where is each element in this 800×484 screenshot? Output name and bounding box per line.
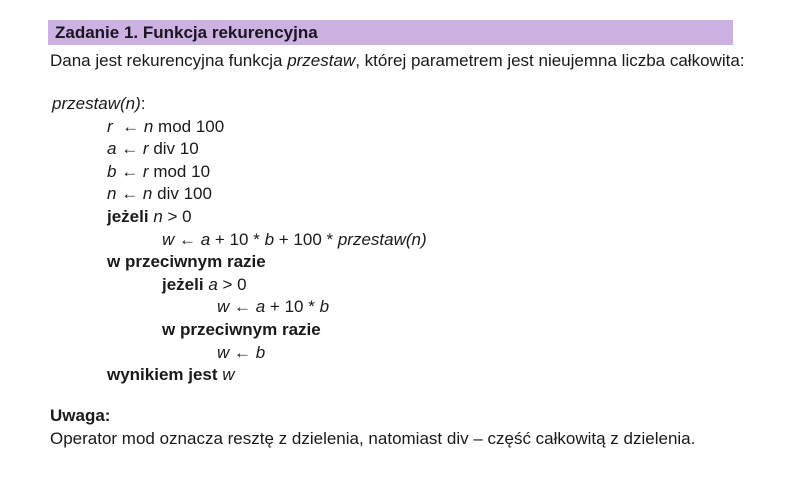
task-title: Zadanie 1. Funkcja rekurencyjna [55, 23, 318, 42]
code-line [52, 251, 800, 274]
code-segment: ← [229, 297, 256, 317]
code-segment: : [140, 94, 146, 113]
code-segment: a [200, 229, 211, 249]
note-heading: Uwaga: [50, 405, 111, 425]
note-body: Operator mod oznacza resztę z dzielenia, natomiast div – część całkowitą z dzielenia. [50, 428, 696, 448]
code-segment: div 100 [152, 184, 212, 204]
code-segment: div 10 [148, 139, 199, 159]
code-segment: ← [116, 184, 143, 204]
code-segment: mod 100 [153, 116, 225, 136]
code-segment: jeżeli [107, 206, 154, 226]
code-segment: n [143, 116, 154, 136]
code-line [52, 274, 800, 297]
code-segment: w [222, 365, 235, 385]
code-segment: jeżeli [162, 274, 209, 294]
code-line [52, 229, 800, 252]
code-line [52, 206, 800, 229]
code-segment: > 0 [162, 206, 192, 226]
code-segment: r [142, 161, 149, 181]
code-segment: n [107, 184, 117, 204]
code-line [52, 319, 800, 342]
code-segment: w [162, 229, 175, 249]
code-line [52, 161, 800, 184]
code-segment: + 10 * [265, 297, 320, 317]
code-segment: a [208, 274, 218, 294]
code-line [52, 342, 800, 365]
code-segment: przestaw(n) [337, 229, 427, 249]
code-segment: b [255, 342, 266, 362]
intro-paragraph [50, 50, 800, 72]
code-segment: n [142, 184, 153, 204]
code-segment: b [264, 229, 275, 249]
code-line [52, 138, 800, 161]
code-segment: przestaw(n) [52, 94, 141, 113]
intro-suffix: , której parametrem jest nieujemna liczba całkowita: [355, 51, 745, 70]
code-segment: ← [112, 116, 144, 136]
code-segment: b [319, 297, 330, 317]
code-segment: mod 10 [148, 161, 211, 181]
code-line [52, 93, 800, 116]
code-segment: n [153, 206, 163, 226]
code-segment: > 0 [217, 274, 247, 294]
code-segment: + 10 * [210, 229, 265, 249]
intro-prefix: Dana jest rekurencyjna funkcja [50, 51, 288, 70]
document-page [0, 20, 800, 484]
code-line [52, 364, 800, 387]
code-segment: ← [116, 139, 143, 159]
code-segment: + 100 * [274, 229, 338, 249]
code-segment: w przeciwnym razie [107, 252, 266, 272]
code-segment: a [255, 297, 266, 317]
code-segment: a [107, 139, 117, 159]
code-segment: ← [229, 342, 256, 362]
code-segment: b [107, 161, 117, 181]
code-line [52, 183, 800, 206]
code-segment: w [217, 342, 230, 362]
code-segment: ← [116, 161, 143, 181]
code-segment: r [107, 116, 113, 136]
code-segment: r [142, 139, 149, 159]
code-segment: w przeciwnym razie [162, 319, 321, 339]
function-name: przestaw [287, 51, 356, 70]
code-segment: ← [174, 229, 201, 249]
code-line [52, 296, 800, 319]
code-segment: w [217, 297, 230, 317]
task-title-bar [48, 20, 733, 45]
code-segment: wynikiem jest [107, 365, 223, 385]
pseudocode-block [52, 93, 800, 387]
code-line [52, 116, 800, 139]
